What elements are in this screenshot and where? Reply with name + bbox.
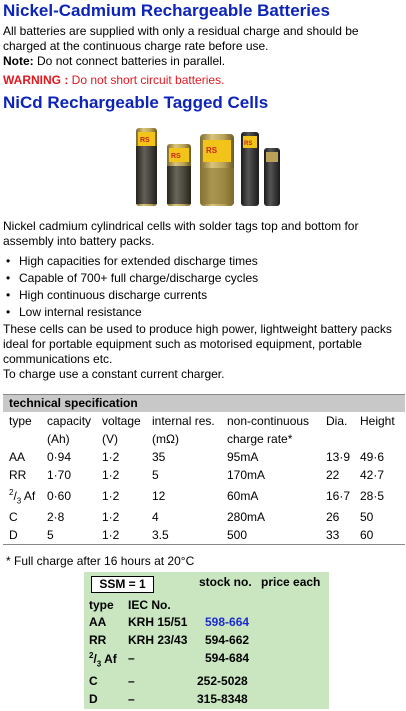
type-header: type (89, 598, 114, 612)
stock-number: 252-5028 (197, 674, 248, 688)
stock-number: 594-684 (205, 651, 250, 665)
warning-label: WARNING : (3, 73, 69, 87)
warning-text: Do not short circuit batteries. (71, 73, 225, 87)
spec-table-wrap (3, 412, 405, 545)
stock-type: D (89, 692, 98, 706)
stock-iec: KRH 15/51 (128, 615, 188, 629)
footnote: * Full charge after 16 hours at 20°C (6, 554, 195, 568)
price-each-header: price each (261, 575, 321, 589)
stock-number: 594-662 (205, 633, 250, 647)
iec-header: IEC No. (128, 598, 171, 612)
spec-heading: technical specification (3, 394, 405, 412)
table-row: RR 1·70 1·2 5 170mA 22 42·7 (9, 468, 385, 482)
table-row: AA 0·94 1·2 35 95mA 13·9 49·6 (9, 450, 385, 464)
table-row: D 5 1·2 3.5 500 33 60 (9, 528, 374, 542)
note-text: Do not connect batteries in parallel. (37, 54, 226, 68)
page-title: Nickel-Cadmium Rechargeable Batteries (3, 1, 330, 20)
battery-photo (133, 120, 284, 212)
feature-item: • Low internal resistance (3, 304, 258, 321)
intro-text: All batteries are supplied with only a residual charge and should be charged at the continuous charge rate before use. Note: Do not connect batteries in parallel. (3, 24, 359, 68)
rs-logo-2: RS (171, 153, 181, 160)
technical-specification (3, 394, 405, 545)
spec-table (3, 412, 400, 544)
ssm-box: SSM = 1 (91, 576, 154, 593)
battery-rr (241, 132, 259, 206)
spec-header-row: type capacity voltage internal res. non-continuous Dia. Height (9, 414, 395, 428)
note-label: Note: (3, 54, 34, 68)
stock-iec: – (128, 651, 135, 665)
feature-list (3, 253, 258, 321)
stock-type: AA (89, 615, 107, 629)
rs-logo-3: RS (206, 146, 218, 155)
stock-type: RR (89, 633, 107, 647)
battery-photo-image (133, 120, 284, 212)
stock-table (84, 572, 329, 709)
table-row: C 2·8 1·2 4 280mA 26 50 (9, 510, 374, 524)
stock-iec: KRH 23/43 (128, 633, 188, 647)
battery-c (167, 144, 191, 206)
rs-logo-1: RS (140, 137, 150, 144)
stock-iec: – (128, 674, 135, 688)
type-fraction: $^2/_3$ Af (9, 488, 36, 506)
stock-no-header: stock no. (199, 575, 252, 589)
battery-d (200, 134, 234, 206)
description: Nickel cadmium cylindrical cells with solder tags top and bottom for assembly into battery packs. (3, 219, 359, 248)
section-title: NiCd Rechargeable Tagged Cells (3, 93, 269, 112)
battery-af (264, 148, 280, 206)
feature-item: • High continuous discharge currents (3, 287, 258, 304)
stock-number: 315-8348 (197, 692, 248, 706)
spec-units-row: (Ah) (V) (mΩ) charge rate* (47, 432, 293, 446)
rs-logo-4: RS (244, 141, 253, 147)
warning (3, 73, 224, 87)
stock-number-link[interactable]: 598-664 (205, 615, 250, 629)
feature-item: • Capable of 700+ full charge/discharge cycles (3, 270, 258, 287)
battery-aa (136, 128, 157, 206)
stock-type-fraction: $^2/_3$ Af (89, 651, 117, 669)
usage-text: These cells can be used to produce high power, lightweight battery packs ideal for portable equipment such as motorised equipment, portable communications etc. To charge use a constant current charger. (3, 322, 392, 381)
table-row: $^2/_3$ Af 0·60 1·2 12 60mA 16·7 28·5 (3, 484, 400, 508)
stock-iec: – (128, 692, 135, 706)
stock-type: C (89, 674, 98, 688)
feature-item: • High capacities for extended discharge times (3, 253, 258, 270)
